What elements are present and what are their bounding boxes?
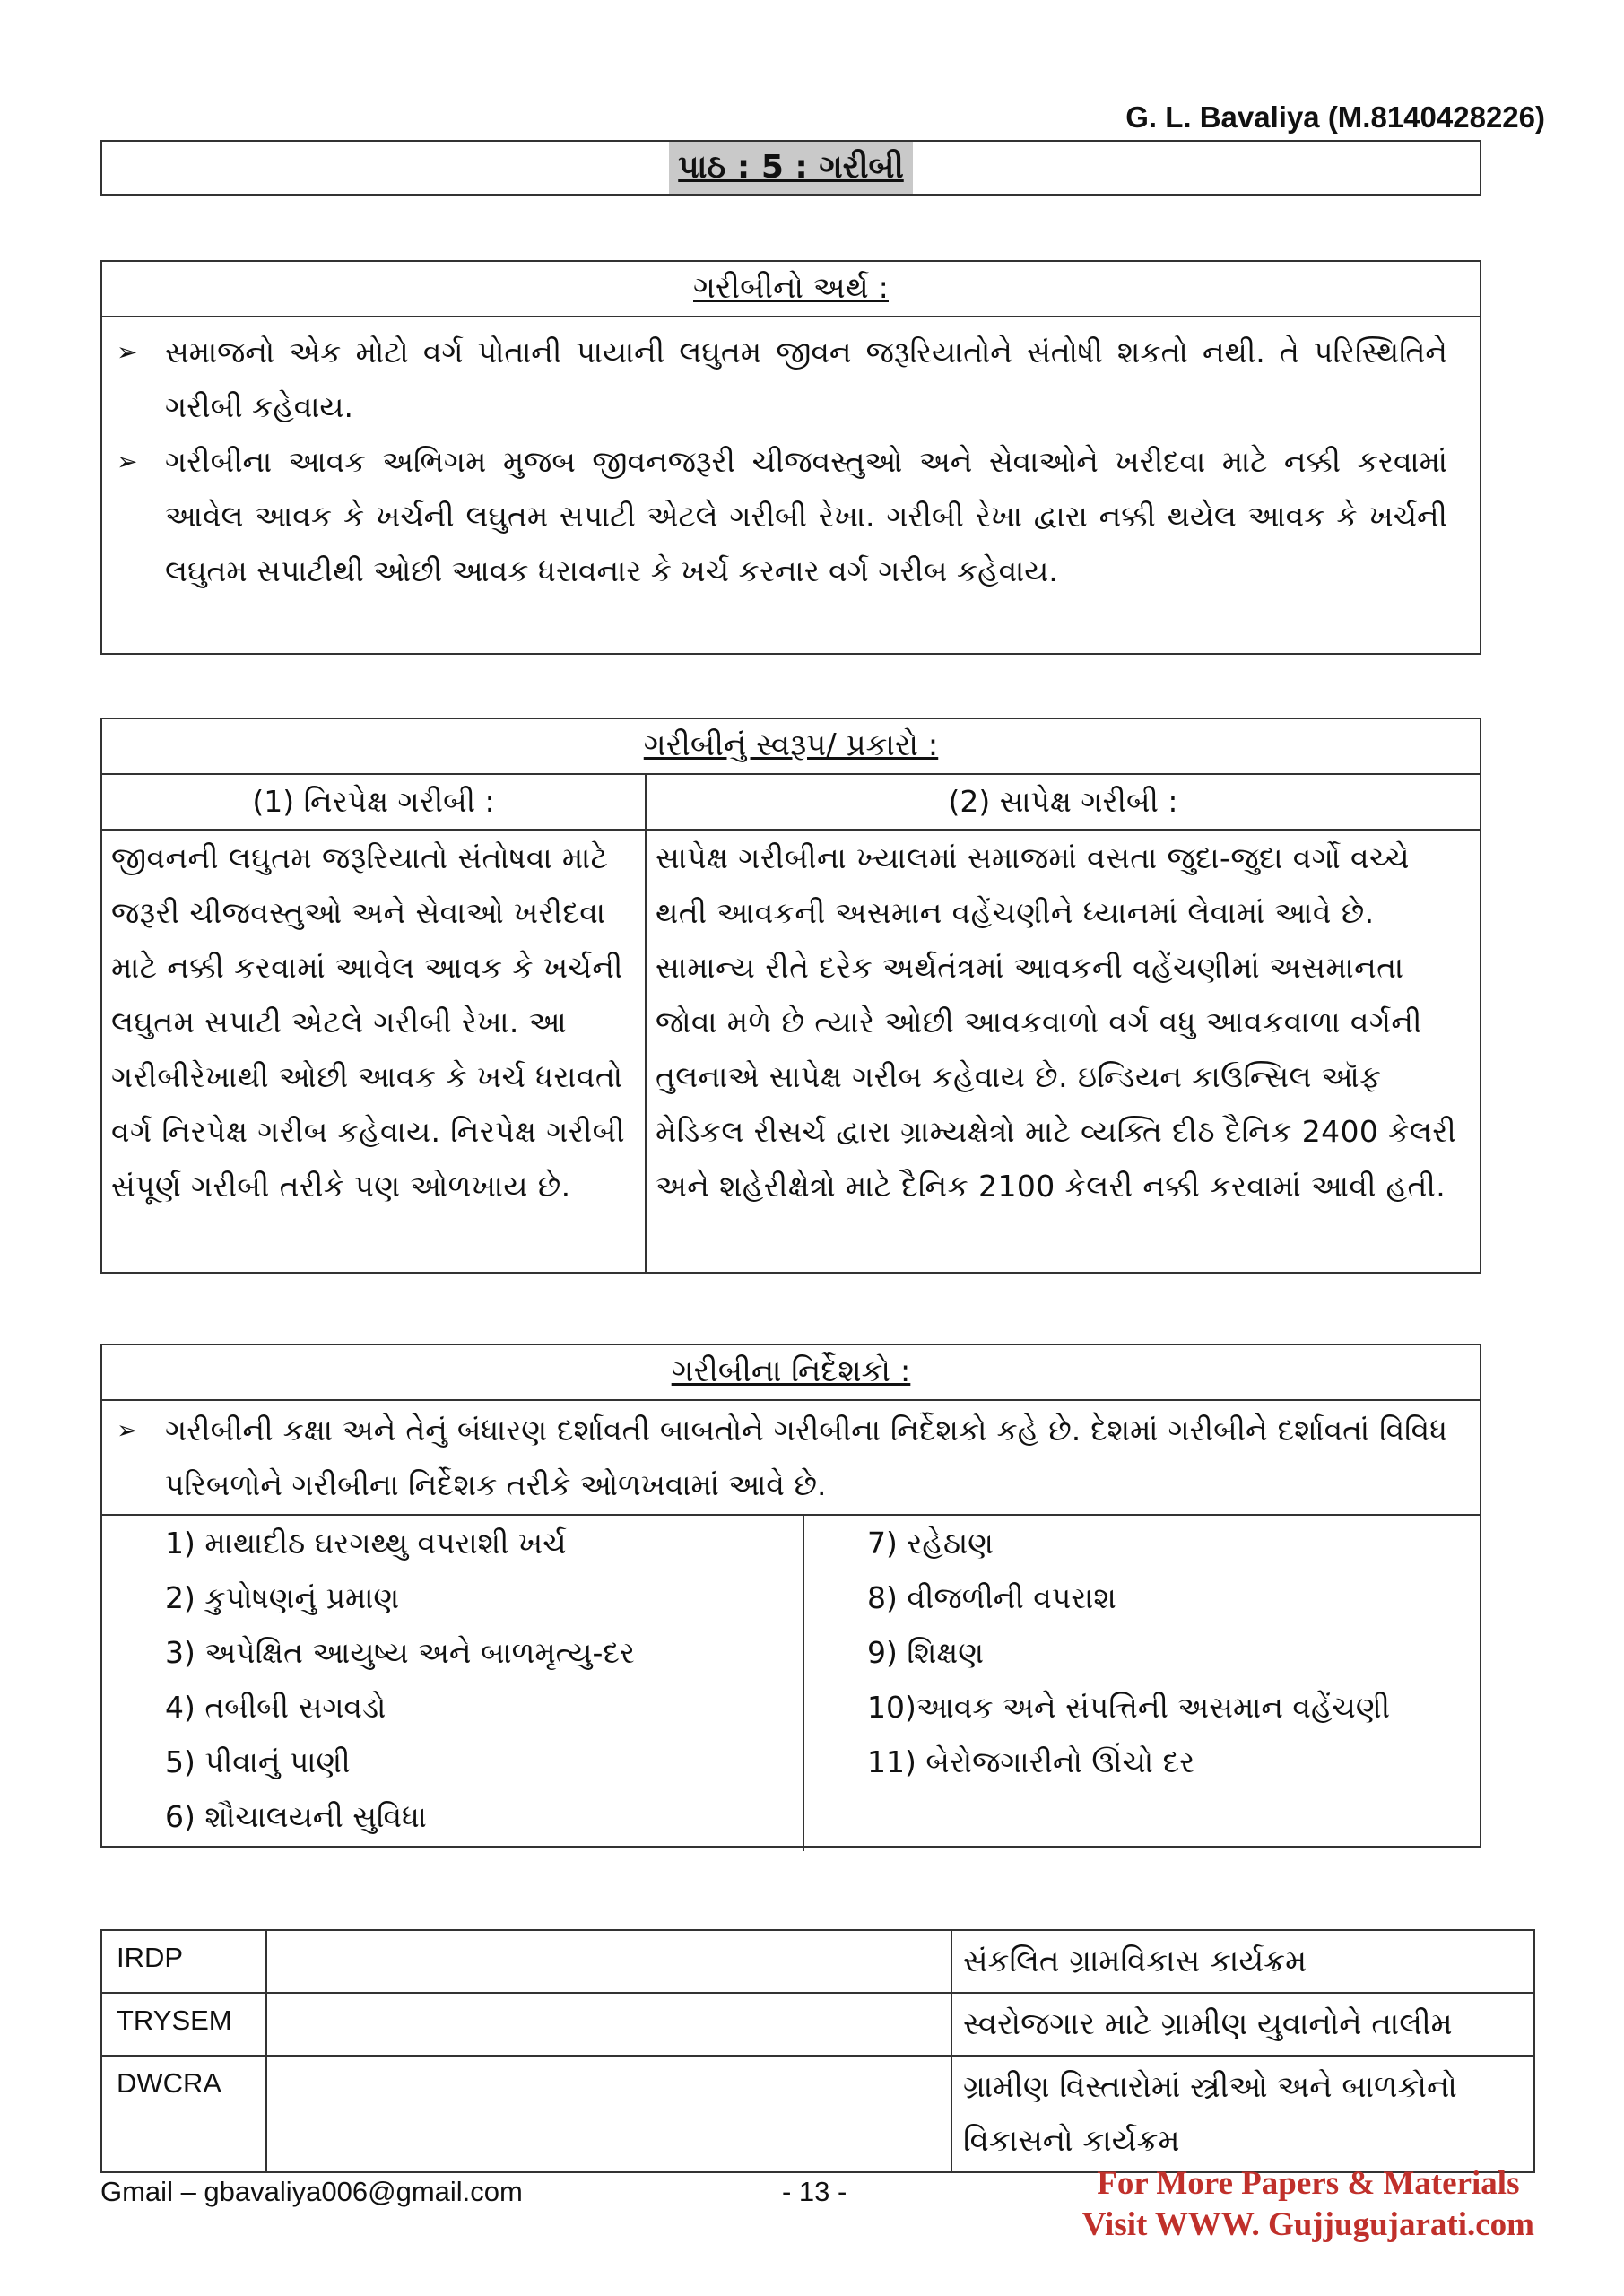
meaning-section <box>100 260 1481 655</box>
abbreviations-table <box>100 1929 1535 2173</box>
relative-poverty-heading: (2) સાપેક્ષ ગરીબી : <box>647 775 1480 831</box>
indicator-item: 8) વીજળીની વપરાશ <box>867 1580 1116 1615</box>
abbr-meaning: સ્વરોજગાર માટે ગ્રામીણ યુવાનોને તાલીમ <box>951 1993 1534 2056</box>
absolute-poverty-column <box>102 775 647 1274</box>
types-heading: ગરીબીનું સ્વરૂપ/ પ્રકારો : <box>102 719 1480 775</box>
indicator-item: 9) શિક્ષણ <box>867 1635 984 1670</box>
indicators-left-list <box>102 1516 803 1844</box>
abbr-code: IRDP <box>101 1930 266 1993</box>
table-row <box>101 1930 1534 1993</box>
absolute-poverty-text: જીવનની લઘુતમ જરૂરિયાતો સંતોષવા માટે જરૂરી ચીજવસ્તુઓ અને સેવાઓ ખરીદવા માટે નક્કી કરવામાં આવેલ આવક કે ખર્ચની લઘુતમ સપાટી એટલે ગરીબી રેખા. આ ગરીબીરેખાથી ઓછી આવક કે ખર્ચ ધરાવતો વર્ગ નિરપેક્ષ ગરીબ કહેવાય. નિરપેક્ષ ગરીબી સંપૂર્ણ ગરીબી તરીકે પણ ઓળખાય છે. <box>111 840 625 1204</box>
indicator-item: 11) બેરોજગારીનો ઊંચો દર <box>867 1744 1195 1779</box>
page-number: - 13 - <box>782 2176 847 2207</box>
chapter-title-box <box>100 140 1481 196</box>
absolute-poverty-heading: (1) નિરપેક્ષ ગરીબી : <box>102 775 645 831</box>
abbr-blank-cell <box>266 1930 951 1993</box>
author-contact: G. L. Bavaliya (M.8140428226) <box>1125 100 1545 134</box>
indicators-left-column <box>102 1516 804 1851</box>
meaning-heading: ગરીબીનો અર્થ : <box>102 262 1480 317</box>
abbr-meaning: સંકલિત ગ્રામવિકાસ કાર્યક્રમ <box>951 1930 1534 1993</box>
promo-line-1: For More Papers & Materials <box>1097 2165 1520 2202</box>
meaning-point: ➢ સમાજનો એક મોટો વર્ગ પોતાની પાયાની લઘુતમ જીવન જરૂરિયાતોને સંતોષી શકતો નથી. તે પરિસ્થિતિને ગરીબી કહેવાય. <box>165 325 1447 434</box>
meaning-list <box>102 317 1480 607</box>
indicators-columns <box>102 1516 1480 1851</box>
table-row <box>101 2056 1534 2172</box>
indicators-intro: ➢ ગરીબીની કક્ષા અને તેનું બંધારણ દર્શાવતી બાબતોને ગરીબીના નિર્દેશકો કહે છે. દેશમાં ગરીબીને દર્શાવતાં વિવિધ પરિબળોને ગરીબીના નિર્દેશક તરીકે ઓળખવામાં આવે છે. <box>165 1403 1447 1512</box>
abbr-blank-cell <box>266 1993 951 2056</box>
indicator-item: 5) પીવાનું પાણી <box>165 1744 351 1779</box>
promo-line-2: Visit WWW. Gujjugujarati.com <box>1081 2206 1534 2243</box>
abbr-code: DWCRA <box>101 2056 266 2172</box>
abbr-meaning: ગ્રામીણ વિસ્તારોમાં સ્ત્રીઓ અને બાળકોનો વિકાસનો કાર્યક્રમ <box>951 2056 1534 2172</box>
indicators-section <box>100 1344 1481 1848</box>
relative-poverty-column <box>647 775 1480 1274</box>
types-section <box>100 718 1481 1274</box>
indicator-item: 7) રહેઠાણ <box>867 1526 994 1561</box>
indicators-right-column <box>804 1516 1480 1851</box>
indicator-item: 6) શૌચાલયની સુવિધા <box>165 1799 427 1834</box>
indicators-right-list <box>804 1516 1480 1789</box>
footer-email: Gmail – gbavaliya006@gmail.com <box>100 2176 523 2207</box>
indicator-item: 2) કુપોષણનું પ્રમાણ <box>165 1580 400 1615</box>
indicators-intro-list <box>102 1401 1480 1516</box>
relative-poverty-text: સાપેક્ષ ગરીબીના ખ્યાલમાં સમાજમાં વસતા જુદા-જુદા વર્ગો વચ્ચે થતી આવકની અસમાન વહેંચણીને ધ્યાનમાં લેવામાં આવે છે. સામાન્ય રીતે દરેક અર્થતંત્રમાં આવકની વહેંચણીમાં અસમાનતા જોવા મળે છે ત્યારે ઓછી આવકવાળો વર્ગ વધુ આવકવાળા વર્ગની તુલનાએ સાપેક્ષ ગરીબ કહેવાય છે. ઇન્ડિયન કાઉન્સિલ ઑફ મેડિકલ રીસર્ચ દ્વારા ગ્રામ્યક્ષેત્રો માટે વ્યક્તિ દીઠ દૈનિક 2400 કેલરી અને શહેરીક્ષેત્રો માટે દૈનિક 2100 કેલરી નક્કી કરવામાં આવી હતી. <box>656 840 1457 1204</box>
chapter-title: પાઠ : 5 : ગરીબી <box>669 142 913 194</box>
indicator-item: 10)આવક અને સંપત્તિની અસમાન વહેંચણી <box>867 1690 1391 1725</box>
indicators-heading: ગરીબીના નિર્દેશકો : <box>102 1345 1480 1401</box>
meaning-point: ➢ ગરીબીના આવક અભિગમ મુજબ જીવનજરૂરી ચીજવસ્તુઓ અને સેવાઓને ખરીદવા માટે નક્કી કરવામાં આવેલ આવક કે ખર્ચની લઘુતમ સપાટી એટલે ગરીબી રેખા. ગરીબી રેખા દ્વારા નક્કી થયેલ આવક કે ખર્ચની લઘુતમ સપાટીથી ઓછી આવક ધરાવનાર કે ખર્ચ કરનાર વર્ગ ગરીબ કહેવાય. <box>165 434 1447 598</box>
indicator-item: 3) અપેક્ષિત આયુષ્ય અને બાળમૃત્યુ-દર <box>165 1635 635 1670</box>
types-columns <box>102 775 1480 1274</box>
promo-block <box>1082 2163 1534 2246</box>
table-row <box>101 1993 1534 2056</box>
indicator-item: 1) માથાદીઠ ઘરગથ્થુ વપરાશી ખર્ચ <box>165 1526 567 1561</box>
abbr-blank-cell <box>266 2056 951 2172</box>
abbr-code: TRYSEM <box>101 1993 266 2056</box>
indicator-item: 4) તબીબી સગવડો <box>165 1690 386 1725</box>
